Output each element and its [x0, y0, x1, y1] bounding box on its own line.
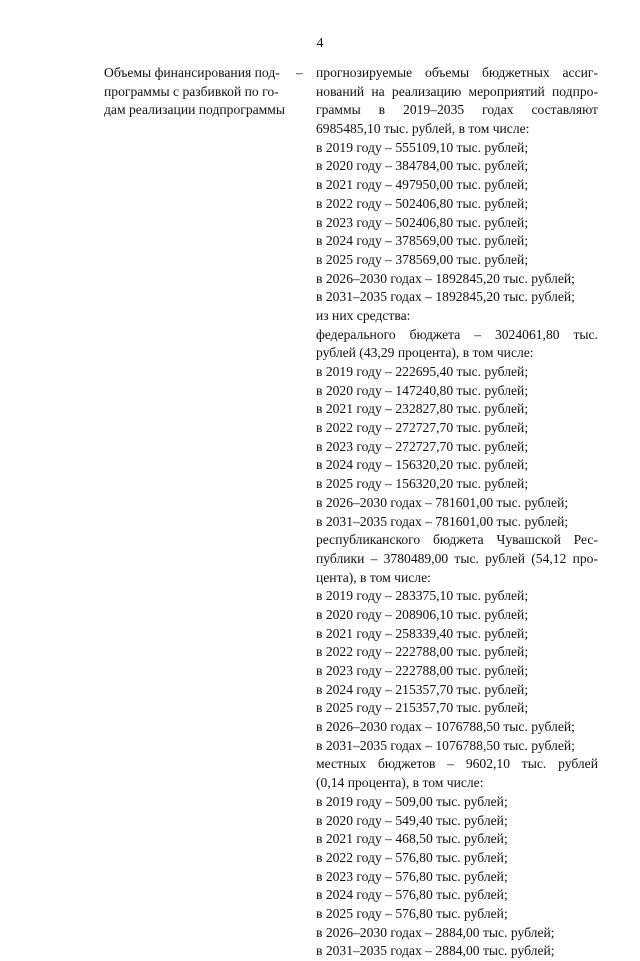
text-line: в 2025 году – 156320,20 тыс. рублей; [316, 476, 529, 492]
text-line: в 2024 году – 215357,70 тыс. рублей; [316, 681, 529, 697]
text-line: в 2019 году – 509,00 тыс. рублей; [316, 793, 508, 809]
text-line: в 2020 году – 208906,10 тыс. рублей; [316, 606, 529, 622]
text-line: в 2023 году – 222788,00 тыс. рублей; [316, 663, 529, 678]
label-line: программы с разбивкой по го- [104, 83, 279, 99]
text-line: в 2031–2035 годах – 1892845,20 тыс. рублей; [316, 289, 575, 305]
text-line: в 2023 году – 272727,70 тыс. рублей; [316, 438, 529, 454]
text-line: в 2024 году – 378569,00 тыс. рублей; [316, 233, 529, 249]
text-line: федерального бюджета – 3024061,80 тыс. [316, 326, 598, 342]
text-line: в 2025 году – 576,80 тыс. рублей; [316, 905, 508, 921]
text-line: в 2025 году – 215357,70 тыс. рублей; [316, 700, 529, 716]
text-line: публики – 3780489,00 тыс. рублей (54,12 про- [316, 550, 598, 566]
text-line: в 2022 году – 502406,80 тыс. рублей; [316, 195, 529, 211]
text-line: в 2026–2030 годах – 2884,00 тыс. рублей; [316, 924, 555, 940]
text-line: в 2031–2035 годах – 781601,00 тыс. рублей; [316, 513, 569, 529]
text-line: в 2020 году – 384784,00 тыс. рублей; [316, 158, 529, 174]
text-line: в 2020 году – 147240,80 тыс. рублей; [316, 382, 529, 398]
text-line: в 2031–2035 годах – 1076788,50 тыс. рублей; [316, 737, 575, 753]
page-number: 4 [316, 36, 324, 51]
text-line: нований на реализацию мероприятий подпро- [316, 83, 598, 99]
text-line: в 2021 году – 497950,00 тыс. рублей; [316, 177, 529, 193]
text-line: в 2020 году – 549,40 тыс. рублей; [316, 812, 508, 828]
text-line: в 2021 году – 232827,80 тыс. рублей; [316, 401, 529, 417]
text-line: в 2019 году – 283375,10 тыс. рублей; [316, 588, 529, 604]
text-line: республиканского бюджета Чувашской Рес- [316, 532, 598, 548]
text-line: рублей (43,29 процента), в том числе: [316, 345, 534, 361]
text-line: местных бюджетов – 9602,10 тыс. рублей [316, 756, 598, 772]
text-line: цента), в том числе: [316, 569, 431, 585]
separator-dash: – [296, 65, 303, 80]
text-line: в 2019 году – 555109,10 тыс. рублей; [316, 139, 529, 155]
text-line: в 2026–2030 годах – 1892845,20 тыс. рублей; [316, 270, 575, 286]
text-line: в 2024 году – 156320,20 тыс. рублей; [316, 457, 529, 473]
text-line: в 2022 году – 576,80 тыс. рублей; [316, 849, 508, 865]
label-line: Объемы финансирования под- [104, 65, 280, 80]
text-line: в 2022 году – 272727,70 тыс. рублей; [316, 420, 529, 436]
text-line: в 2021 году – 258339,40 тыс. рублей; [316, 625, 529, 641]
text-line: в 2025 году – 378569,00 тыс. рублей; [316, 251, 529, 267]
text-line: в 2024 году – 576,80 тыс. рублей; [316, 887, 508, 903]
text-line: в 2026–2030 годах – 781601,00 тыс. рублей; [316, 494, 569, 510]
text-line: прогнозируемые объемы бюджетных ассиг- [316, 65, 598, 80]
text-line: в 2019 году – 222695,40 тыс. рублей; [316, 364, 529, 379]
text-line: из них средства: [316, 307, 411, 323]
label-line: дам реализации подпрограммы [104, 102, 285, 118]
text-line: в 2031–2035 годах – 2884,00 тыс. рублей; [316, 943, 555, 959]
text-line: в 2023 году – 502406,80 тыс. рублей; [316, 214, 529, 230]
text-line: граммы в 2019–2035 годах составляют [316, 102, 598, 118]
field-label [104, 64, 294, 120]
text-line: в 2021 году – 468,50 тыс. рублей; [316, 831, 508, 847]
text-line: в 2026–2030 годах – 1076788,50 тыс. рублей; [316, 719, 575, 735]
text-line: в 2023 году – 576,80 тыс. рублей; [316, 868, 508, 884]
text-line: в 2022 году – 222788,00 тыс. рублей; [316, 644, 529, 660]
text-line: (0,14 процента), в том числе: [316, 775, 484, 791]
field-value [316, 64, 598, 961]
text-line: 6985485,10 тыс. рублей, в том числе: [316, 121, 530, 137]
